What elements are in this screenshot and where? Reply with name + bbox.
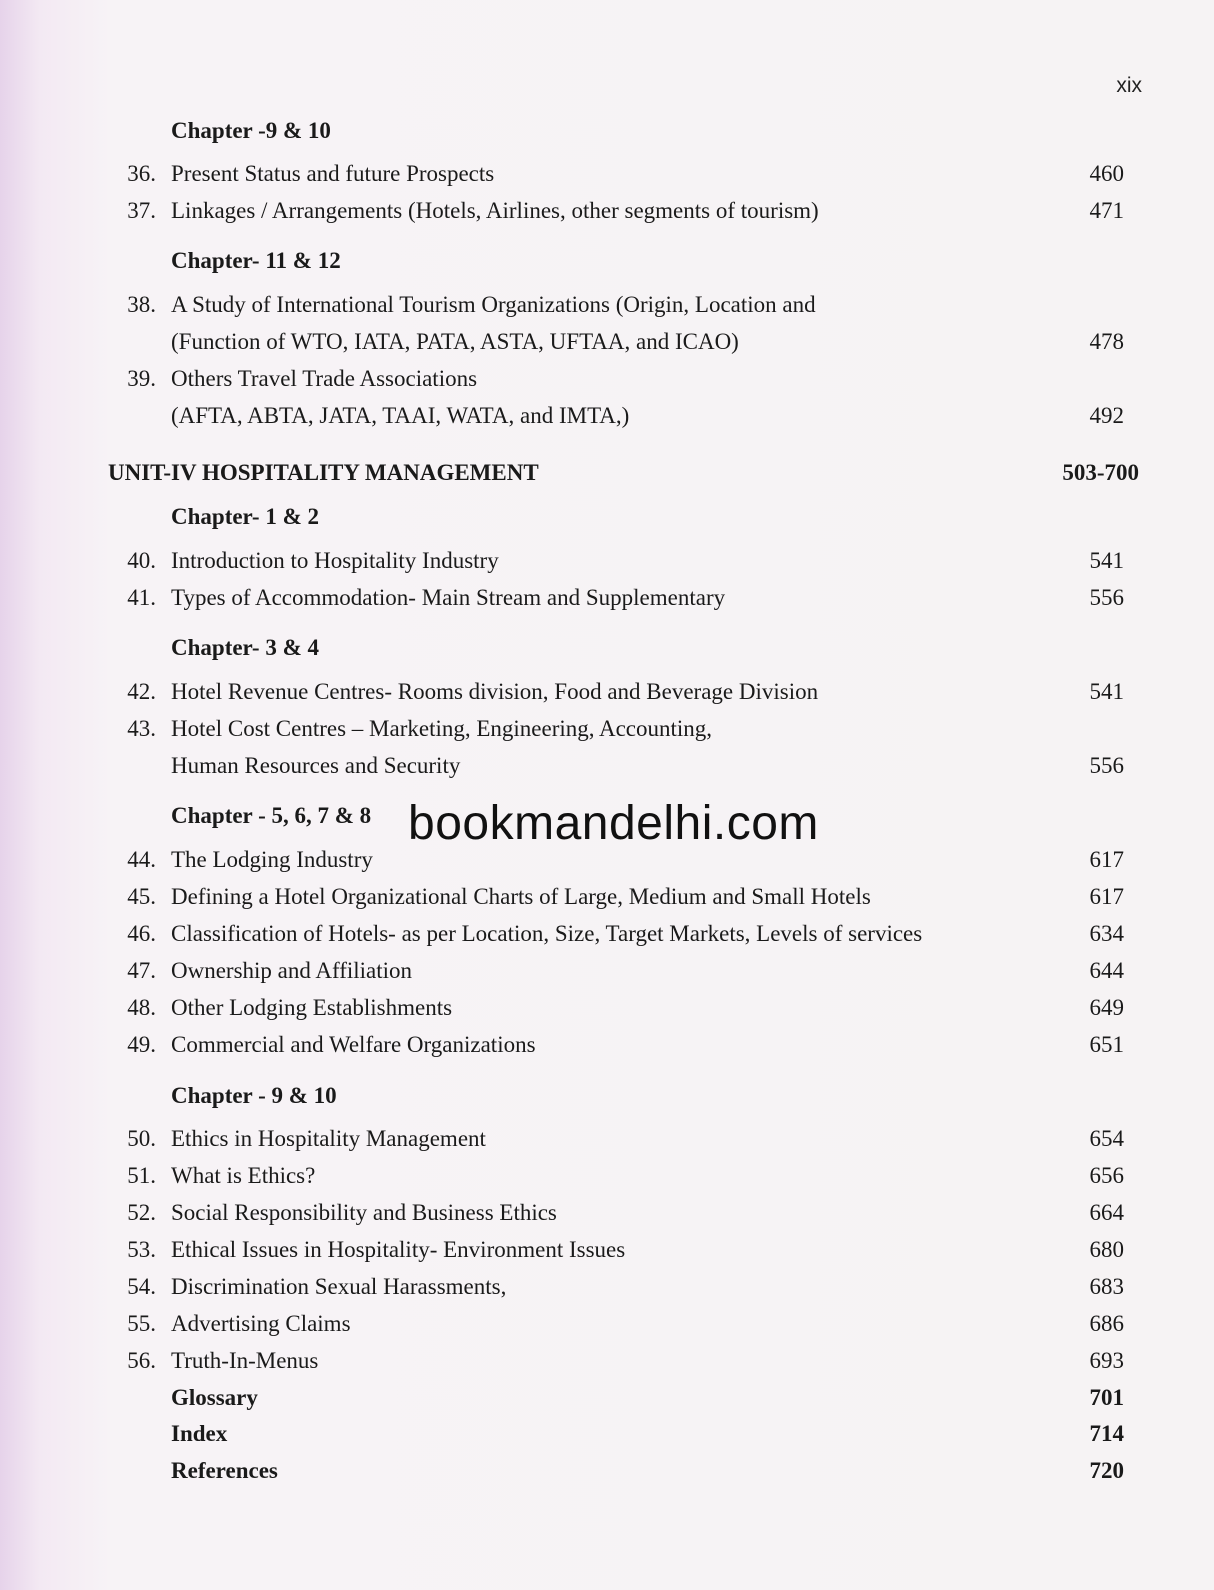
- page-ref: 644: [1089, 958, 1124, 983]
- back-matter-title: Index: [171, 1421, 228, 1446]
- entry-title: (AFTA, ABTA, JATA, TAAI, WATA, and IMTA,): [171, 403, 630, 428]
- page-ref: 541: [1089, 679, 1124, 704]
- entry-title: Ethical Issues in Hospitality- Environment Issues: [171, 1237, 626, 1262]
- unit-title: UNIT-IV HOSPITALITY MANAGEMENT: [108, 460, 539, 485]
- chapter-title: Chapter - 9 & 10: [171, 1083, 337, 1108]
- page-ref: 492: [1089, 403, 1124, 428]
- page-ref: 634: [1089, 921, 1124, 946]
- page-ref: 664: [1089, 1200, 1124, 1225]
- entry-title: What is Ethics?: [171, 1163, 316, 1188]
- chapter-title: Chapter- 1 & 2: [171, 504, 319, 529]
- entry-number: 38.: [127, 292, 156, 317]
- page-ref: 656: [1089, 1163, 1124, 1188]
- entry-number: 54.: [127, 1274, 156, 1299]
- entry-title: Defining a Hotel Organizational Charts of Large, Medium and Small Hotels: [171, 884, 871, 909]
- page-ref: 617: [1089, 884, 1124, 909]
- entry-number: 42.: [127, 679, 156, 704]
- entry-number: 50.: [127, 1126, 156, 1151]
- entry-title: Classification of Hotels- as per Location, Size, Target Markets, Levels of services: [171, 921, 923, 946]
- page-ref: 683: [1089, 1274, 1124, 1299]
- entry-number: 47.: [127, 958, 156, 983]
- entry-title: Other Lodging Establishments: [171, 995, 453, 1020]
- entry-number: 55.: [127, 1311, 156, 1336]
- entry-title: Hotel Cost Centres – Marketing, Engineering, Accounting,: [171, 716, 713, 741]
- entry-number: 43.: [127, 716, 156, 741]
- page-ref: 471: [1089, 198, 1124, 223]
- chapter-title: Chapter- 11 & 12: [171, 248, 341, 273]
- entry-title: (Function of WTO, IATA, PATA, ASTA, UFTAA, and ICAO): [171, 329, 739, 354]
- page-ref: 701: [1089, 1385, 1124, 1410]
- page-ref: 686: [1089, 1311, 1124, 1336]
- entry-title: Introduction to Hospitality Industry: [171, 548, 499, 573]
- entry-number: 53.: [127, 1237, 156, 1262]
- entry-number: 46.: [127, 921, 156, 946]
- entry-title: Hotel Revenue Centres- Rooms division, Food and Beverage Division: [171, 679, 819, 704]
- entry-title: Ethics in Hospitality Management: [171, 1126, 486, 1151]
- entry-number: 56.: [127, 1348, 156, 1373]
- page-ref: 649: [1089, 995, 1124, 1020]
- page-ref: 617: [1089, 847, 1124, 872]
- page-ref: 556: [1089, 585, 1124, 610]
- entry-title: Discrimination Sexual Harassments,: [171, 1274, 507, 1299]
- page-ref: 714: [1089, 1421, 1124, 1446]
- page-ref: 680: [1089, 1237, 1124, 1262]
- entry-number: 40.: [127, 548, 156, 573]
- page-ref: 556: [1089, 753, 1124, 778]
- entry-title: Human Resources and Security: [171, 753, 461, 778]
- entry-number: 49.: [127, 1032, 156, 1057]
- page-ref: 654: [1089, 1126, 1124, 1151]
- page-ref: 460: [1089, 161, 1124, 186]
- page-ref: 693: [1089, 1348, 1124, 1373]
- unit-page-range: 503-700: [1062, 460, 1139, 485]
- entry-title: Social Responsibility and Business Ethics: [171, 1200, 557, 1225]
- page-ref: 720: [1089, 1458, 1124, 1483]
- back-matter-title: References: [171, 1458, 278, 1483]
- page-number: xix: [1116, 74, 1142, 97]
- watermark-text: bookmandelhi.com: [408, 797, 819, 850]
- page-ref: 478: [1089, 329, 1124, 354]
- entry-title: Types of Accommodation- Main Stream and Supplementary: [171, 585, 726, 610]
- entry-number: 37.: [127, 198, 156, 223]
- entry-number: 51.: [127, 1163, 156, 1188]
- entry-title: The Lodging Industry: [171, 847, 373, 872]
- entry-title: A Study of International Tourism Organizations (Origin, Location and: [171, 292, 816, 317]
- chapter-title: Chapter - 5, 6, 7 & 8: [171, 803, 372, 828]
- entry-number: 36.: [127, 161, 156, 186]
- chapter-title: Chapter -9 & 10: [171, 118, 331, 143]
- entry-number: 52.: [127, 1200, 156, 1225]
- entry-title: Ownership and Affiliation: [171, 958, 413, 983]
- entry-number: 48.: [127, 995, 156, 1020]
- entry-title: Others Travel Trade Associations: [171, 366, 478, 391]
- entry-number: 45.: [127, 884, 156, 909]
- entry-title: Advertising Claims: [171, 1311, 351, 1336]
- chapter-title: Chapter- 3 & 4: [171, 635, 319, 660]
- page-ref: 541: [1089, 548, 1124, 573]
- entry-number: 39.: [127, 366, 156, 391]
- page-ref: 651: [1089, 1032, 1124, 1057]
- entry-title: Present Status and future Prospects: [171, 161, 495, 186]
- entry-title: Commercial and Welfare Organizations: [171, 1032, 536, 1057]
- entry-title: Truth-In-Menus: [171, 1348, 319, 1373]
- entry-title: Linkages / Arrangements (Hotels, Airlines, other segments of tourism): [171, 198, 819, 223]
- back-matter-title: Glossary: [171, 1385, 258, 1410]
- entry-number: 44.: [127, 847, 156, 872]
- entry-number: 41.: [127, 585, 156, 610]
